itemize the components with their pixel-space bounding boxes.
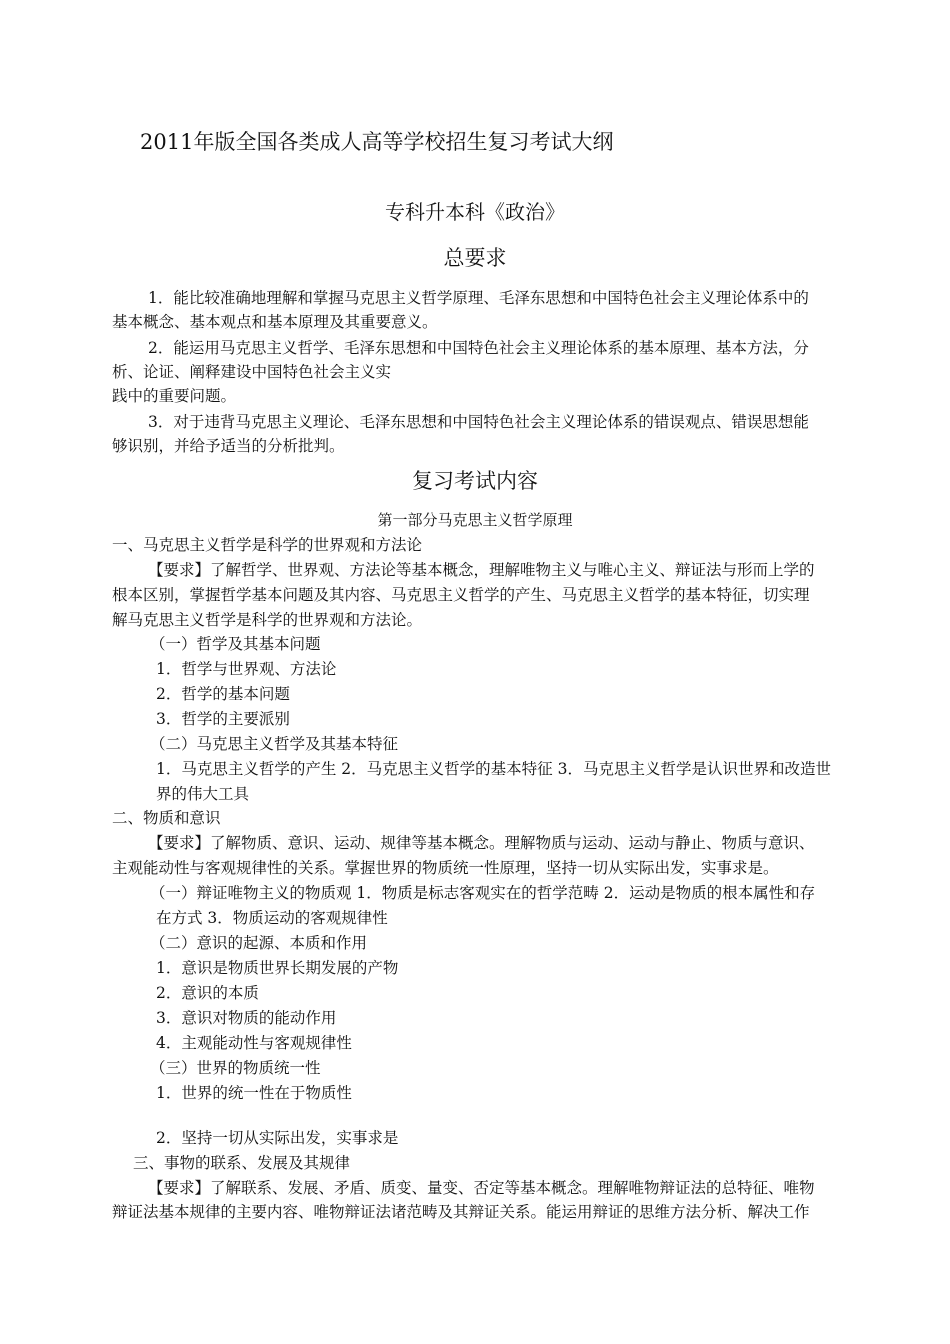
list-item: 4．主观能动性与客观规律性 xyxy=(156,1034,352,1052)
general-requirements-heading: 总要求 xyxy=(443,246,507,270)
list-item: 3．哲学的主要派别 xyxy=(156,710,290,728)
list-item: 2．意识的本质 xyxy=(156,984,259,1002)
section-heading: 一、马克思主义哲学是科学的世界观和方法论 xyxy=(112,536,423,554)
general-item-line: 践中的重要问题。 xyxy=(112,387,237,405)
list-item: 1．马克思主义哲学的产生 2．马克思主义哲学的基本特征 3．马克思主义哲学是认识世界和改造世 xyxy=(156,760,831,778)
subsection-heading: （一）哲学及其基本问题 xyxy=(150,635,321,653)
document-title: 2011年版全国各类成人高等学校招生复习考试大纲 xyxy=(140,130,614,154)
document-subtitle: 专科升本科《政治》 xyxy=(385,200,565,224)
part-one-title: 第一部分马克思主义哲学原理 xyxy=(377,511,573,529)
list-item: 2．坚持一切从实际出发，实事求是 xyxy=(156,1129,399,1147)
general-item-line: 析、论证、阐释建设中国特色社会主义实 xyxy=(112,363,392,381)
list-item: 1．哲学与世界观、方法论 xyxy=(156,660,337,678)
list-item: 在方式 3．物质运动的客观规律性 xyxy=(156,909,388,927)
requirement-line: 【要求】了解物质、意识、运动、规律等基本概念。理解物质与运动、运动与静止、物质与意识、 xyxy=(148,834,815,852)
list-item: 1．世界的统一性在于物质性 xyxy=(156,1084,352,1102)
subsection-heading: （二）马克思主义哲学及其基本特征 xyxy=(150,735,399,753)
requirement-line: 主观能动性与客观规律性的关系。掌握世界的物质统一性原理，坚持一切从实际出发，实事求是。 xyxy=(112,859,779,877)
content-heading: 复习考试内容 xyxy=(412,469,538,493)
list-item: 界的伟大工具 xyxy=(156,785,250,803)
requirement-line: 【要求】了解哲学、世界观、方法论等基本概念，理解唯物主义与唯心主义、辩证法与形而上学的 xyxy=(148,561,815,579)
general-item-line: 3．对于违背马克思主义理论、毛泽东思想和中国特色社会主义理论体系的错误观点、错误思想能 xyxy=(148,413,809,431)
section-heading: 三、事物的联系、发展及其规律 xyxy=(133,1154,351,1172)
subsection-heading: （一）辩证唯物主义的物质观 1．物质是标志客观实在的哲学范畴 2．运动是物质的根本属性和存 xyxy=(150,884,816,902)
requirement-line: 根本区别，掌握哲学基本问题及其内容、马克思主义哲学的产生、马克思主义哲学的基本特征，切实理 xyxy=(112,586,810,604)
subsection-heading: （二）意识的起源、本质和作用 xyxy=(150,934,368,952)
section-heading: 二、物质和意识 xyxy=(112,809,221,827)
subsection-heading: （三）世界的物质统一性 xyxy=(150,1059,321,1077)
requirement-line: 【要求】了解联系、发展、矛盾、质变、量变、否定等基本概念。理解唯物辩证法的总特征、唯物 xyxy=(148,1179,815,1197)
general-item-line: 基本概念、基本观点和基本原理及其重要意义。 xyxy=(112,313,438,331)
requirement-line: 辩证法基本规律的主要内容、唯物辩证法诸范畴及其辩证关系。能运用辩证的思维方法分析、解决工作 xyxy=(112,1203,810,1221)
list-item: 3．意识对物质的能动作用 xyxy=(156,1009,337,1027)
list-item: 1．意识是物质世界长期发展的产物 xyxy=(156,959,399,977)
requirement-line: 解马克思主义哲学是科学的世界观和方法论。 xyxy=(112,611,423,629)
general-item-line: 2．能运用马克思主义哲学、毛泽东思想和中国特色社会主义理论体系的基本原理、基本方法，分 xyxy=(148,339,809,357)
general-item-line: 1．能比较准确地理解和掌握马克思主义哲学原理、毛泽东思想和中国特色社会主义理论体系中的 xyxy=(148,289,809,307)
list-item: 2．哲学的基本问题 xyxy=(156,685,290,703)
general-item-line: 够识别，并给予适当的分析批判。 xyxy=(112,437,345,455)
